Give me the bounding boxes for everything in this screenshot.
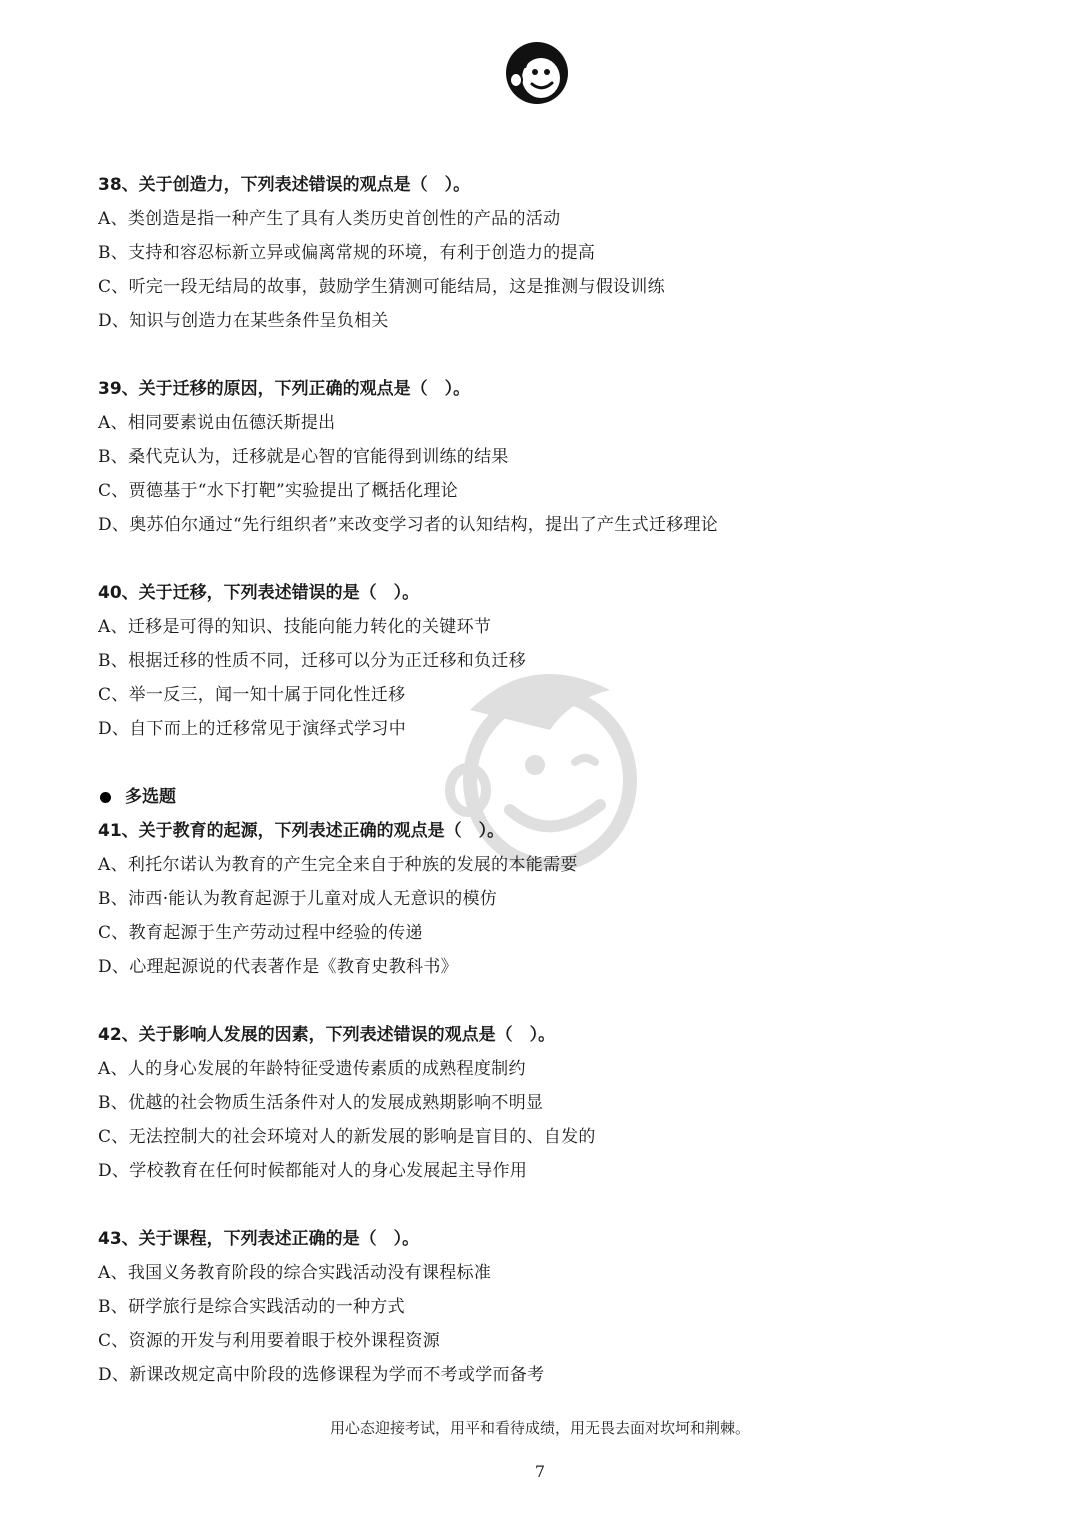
option-a: A、相同要素说由伍德沃斯提出: [98, 413, 336, 433]
option-d: D、心理起源说的代表著作是《教育史教科书》: [98, 957, 458, 977]
question-title: 38、关于创造力，下列表述错误的观点是（ ）。: [98, 175, 471, 195]
option-d: D、新课改规定高中阶段的选修课程为学而不考或学而备考: [98, 1365, 545, 1385]
option-a: A、人的身心发展的年龄特征受遗传素质的成熟程度制约: [98, 1059, 526, 1079]
option-d: D、知识与创造力在某些条件呈负相关: [98, 311, 389, 331]
option-a: A、我国义务教育阶段的综合实践活动没有课程标准: [98, 1263, 492, 1283]
question-39: [98, 372, 998, 542]
option-b: B、沛西·能认为教育起源于儿童对成人无意识的模仿: [98, 889, 498, 909]
section-label: 多选题: [125, 787, 176, 807]
option-d: D、学校教育在任何时候都能对人的身心发展起主导作用: [98, 1161, 528, 1181]
option-c: C、无法控制大的社会环境对人的新发展的影响是盲目的、自发的: [98, 1127, 596, 1147]
option-d: D、自下而上的迁移常见于演绎式学习中: [98, 719, 407, 739]
question-40: [98, 576, 998, 746]
option-d: D、奥苏伯尔通过“先行组织者”来改变学习者的认知结构，提出了产生式迁移理论: [98, 515, 719, 535]
option-b: B、根据迁移的性质不同，迁移可以分为正迁移和负迁移: [98, 651, 526, 671]
option-c: C、资源的开发与利用要着眼于校外课程资源: [98, 1331, 441, 1351]
question-title: 43、关于课程，下列表述正确的是（ ）。: [98, 1229, 420, 1249]
question-43: [98, 1222, 998, 1392]
question-title: 41、关于教育的起源，下列表述正确的观点是（ ）。: [98, 821, 505, 841]
option-a: A、迁移是可得的知识、技能向能力转化的关键环节: [98, 617, 492, 637]
footer-motto: 用心态迎接考试，用平和看待成绩，用无畏去面对坎坷和荆棘。: [329, 1419, 750, 1437]
question-38: [98, 168, 998, 338]
bullet-icon: [100, 792, 111, 803]
option-b: B、优越的社会物质生活条件对人的发展成熟期影响不明显: [98, 1093, 544, 1113]
option-b: B、支持和容忍标新立异或偏离常规的环境，有利于创造力的提高: [98, 243, 596, 263]
option-c: C、教育起源于生产劳动过程中经验的传递: [98, 923, 423, 943]
option-c: C、贾德基于“水下打靶”实验提出了概括化理论: [98, 481, 458, 501]
option-b: B、研学旅行是综合实践活动的一种方式: [98, 1297, 405, 1317]
option-a: A、利托尔诺认为教育的产生完全来自于种族的发展的本能需要: [98, 855, 578, 875]
page-number: 7: [534, 1462, 546, 1481]
question-41: [98, 814, 998, 984]
question-title: 40、关于迁移，下列表述错误的是（ ）。: [98, 583, 420, 603]
monkey-mascot-logo-icon: [504, 40, 570, 106]
question-list: [98, 168, 998, 1392]
option-c: C、举一反三，闻一知十属于同化性迁移: [98, 685, 406, 705]
option-c: C、听完一段无结局的故事，鼓励学生猜测可能结局，这是推测与假设训练: [98, 277, 665, 297]
section-header-multiple-choice: [98, 780, 998, 814]
option-b: B、桑代克认为，迁移就是心智的官能得到训练的结果: [98, 447, 509, 467]
question-42: [98, 1018, 998, 1188]
question-title: 39、关于迁移的原因，下列正确的观点是（ ）。: [98, 379, 471, 399]
option-a: A、类创造是指一种产生了具有人类历史首创性的产品的活动: [98, 209, 561, 229]
question-title: 42、关于影响人发展的因素，下列表述错误的观点是（ ）。: [98, 1025, 556, 1045]
